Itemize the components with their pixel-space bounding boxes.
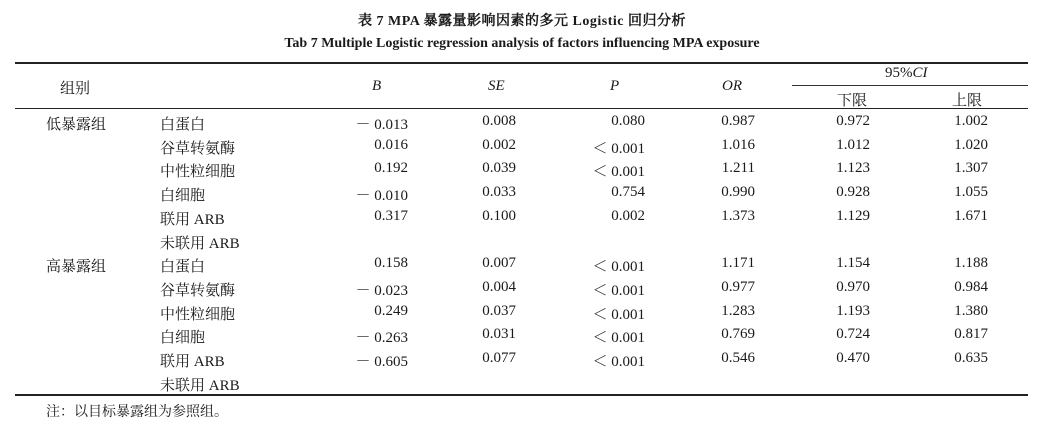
ci-subheader-rule	[792, 85, 1028, 86]
cell-se: 0.002	[482, 136, 516, 153]
cell-upper: 0.817	[954, 326, 988, 343]
cell-p: 0.754	[611, 184, 645, 201]
header-rule	[15, 108, 1028, 109]
cell-lower: 0.928	[836, 184, 870, 201]
factor-label: 中性粒细胞	[160, 306, 236, 323]
cell-upper: 0.984	[954, 278, 988, 295]
cell-or: 1.171	[721, 255, 755, 272]
cell-se: 0.039	[482, 160, 516, 177]
cell-b: 0.317	[374, 207, 408, 224]
group-label: 低暴露组	[46, 117, 107, 133]
cell-upper: 1.188	[954, 255, 988, 272]
cell-b: － 0.013	[355, 117, 408, 133]
cell-lower: 0.470	[836, 350, 870, 366]
cell-upper: 1.307	[954, 160, 988, 177]
cell-p: ＜ 0.001	[592, 354, 645, 370]
header-upper: 上限	[952, 93, 983, 109]
cell-se: 0.031	[482, 326, 516, 343]
table-caption-cn: 表 7 MPA 暴露量影响因素的多元 Logistic 回归分析	[357, 14, 686, 29]
cell-or: 1.211	[721, 160, 755, 177]
cell-p: ＜ 0.001	[592, 282, 645, 299]
cell-b: － 0.605	[355, 354, 408, 370]
cell-lower: 1.129	[836, 207, 870, 224]
cell-se: 0.033	[482, 184, 516, 201]
factor-label: 白蛋白	[160, 117, 206, 133]
cell-or: 1.016	[721, 136, 755, 153]
cell-lower: 1.123	[836, 160, 870, 177]
bottom-rule	[15, 394, 1028, 396]
cell-or: 1.373	[721, 207, 755, 224]
cell-b: － 0.263	[355, 330, 408, 347]
top-rule	[15, 62, 1028, 64]
cell-upper: 1.055	[954, 184, 988, 201]
cell-se: 0.037	[482, 302, 516, 319]
header-b: B	[372, 78, 382, 94]
table-caption-en: Tab 7 Multiple Logistic regression analysis of factors influencing MPA exposure	[284, 36, 760, 51]
factor-label: 联用 ARB	[160, 211, 225, 228]
cell-b: － 0.010	[355, 188, 408, 205]
cell-b: 0.016	[374, 136, 408, 153]
cell-b: － 0.023	[355, 282, 408, 299]
cell-p: ＜ 0.001	[592, 140, 645, 157]
factor-label: 未联用 ARB	[160, 377, 240, 394]
cell-se: 0.077	[482, 350, 516, 366]
cell-lower: 0.724	[836, 326, 870, 343]
factor-label: 未联用 ARB	[160, 235, 240, 252]
cell-se: 0.008	[482, 113, 516, 129]
cell-p: ＜ 0.001	[592, 164, 645, 181]
cell-or: 0.990	[721, 184, 755, 201]
factor-label: 白细胞	[160, 330, 206, 347]
factor-label: 谷草转氨酶	[160, 140, 236, 157]
cell-se: 0.100	[482, 207, 516, 224]
cell-upper: 1.020	[954, 136, 988, 153]
factor-label: 联用 ARB	[160, 354, 225, 370]
header-se: SE	[488, 78, 505, 94]
cell-or: 0.546	[721, 350, 755, 366]
cell-upper: 1.002	[954, 113, 988, 129]
cell-lower: 1.154	[836, 255, 870, 272]
factor-label: 白蛋白	[160, 259, 206, 276]
cell-p: ＜ 0.001	[592, 330, 645, 347]
cell-upper: 0.635	[954, 350, 988, 366]
factor-label: 谷草转氨酶	[160, 282, 236, 299]
table-note: 注：以目标暴露组为参照组。	[46, 405, 228, 420]
cell-se: 0.007	[482, 255, 516, 272]
cell-or: 0.769	[721, 326, 755, 343]
cell-lower: 1.012	[836, 136, 870, 153]
cell-lower: 0.970	[836, 278, 870, 295]
header-group: 组别	[60, 81, 91, 97]
cell-b: 0.158	[374, 255, 408, 272]
cell-upper: 1.671	[954, 207, 988, 224]
header-p: P	[610, 78, 620, 94]
cell-lower: 0.972	[836, 113, 870, 129]
cell-p: ＜ 0.001	[592, 259, 645, 276]
factor-label: 中性粒细胞	[160, 164, 236, 181]
group-label: 高暴露组	[46, 259, 107, 276]
cell-or: 0.987	[721, 113, 755, 129]
cell-b: 0.192	[374, 160, 408, 177]
cell-b: 0.249	[374, 302, 408, 319]
cell-se: 0.004	[482, 278, 516, 295]
cell-lower: 1.193	[836, 302, 870, 319]
cell-upper: 1.380	[954, 302, 988, 319]
cell-p: ＜ 0.001	[592, 306, 645, 323]
factor-label: 白细胞	[160, 188, 206, 205]
header-or: OR	[722, 78, 742, 94]
cell-p: 0.002	[611, 207, 645, 224]
cell-or: 0.977	[721, 278, 755, 295]
header-ci: 95%CI	[885, 65, 928, 81]
header-lower: 下限	[837, 93, 868, 109]
cell-p: 0.080	[611, 113, 645, 129]
cell-or: 1.283	[721, 302, 755, 319]
